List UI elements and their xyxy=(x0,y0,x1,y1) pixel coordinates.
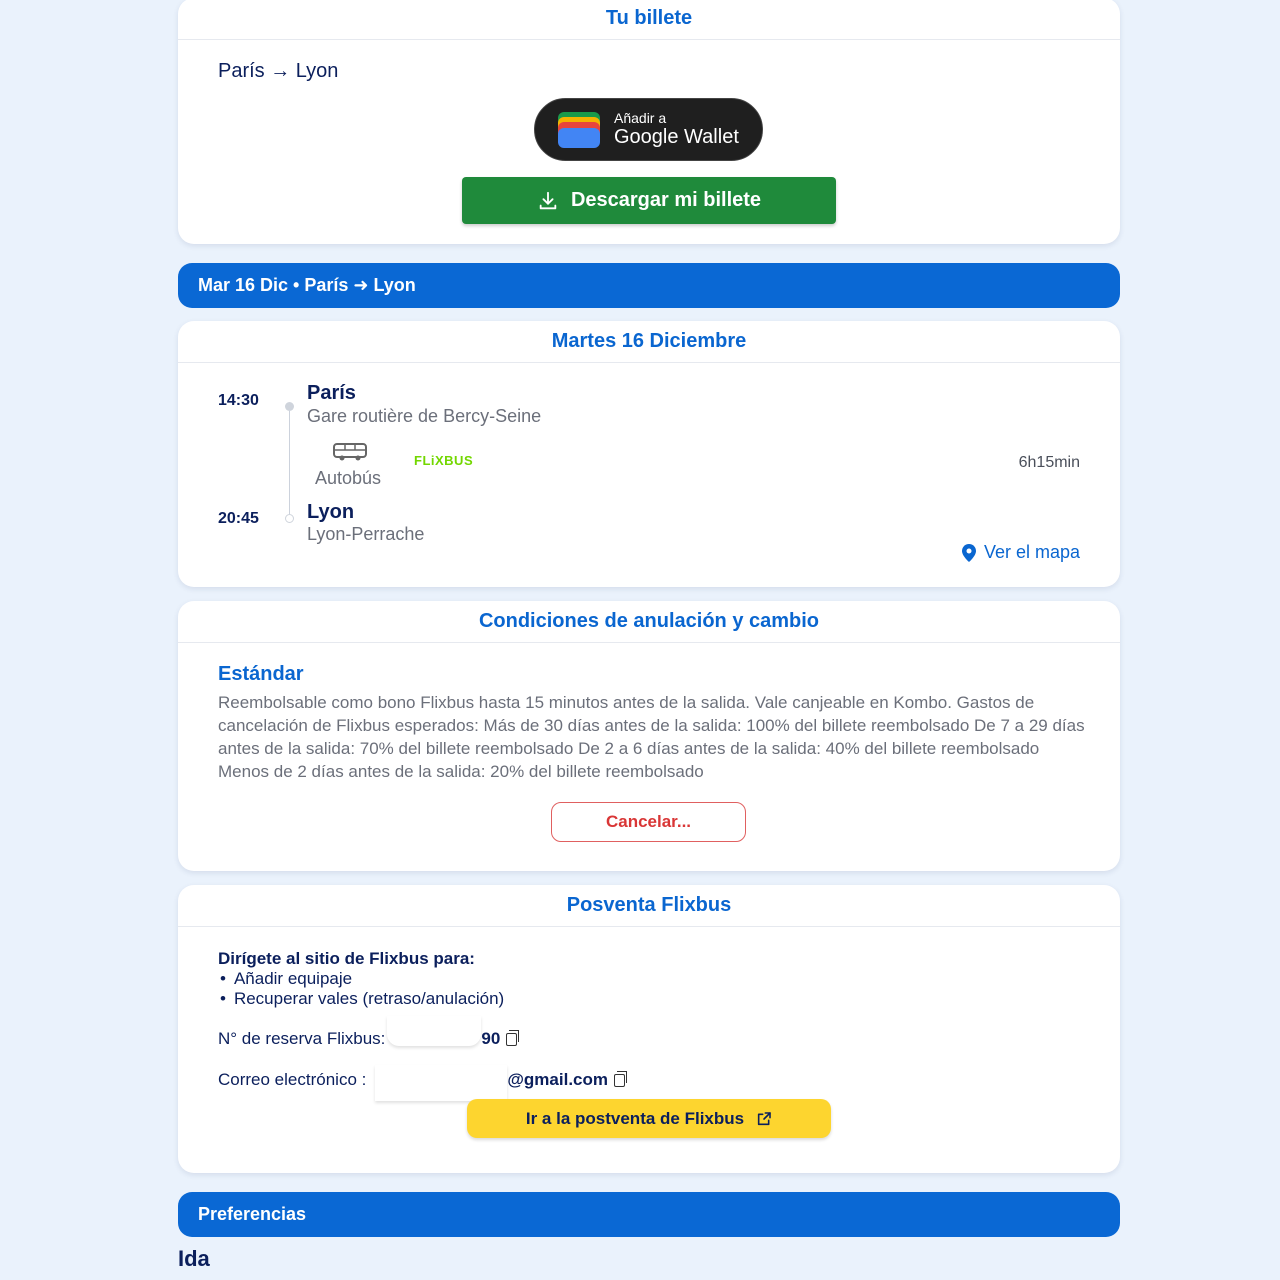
conditions-card xyxy=(178,601,1120,871)
arrival-city: Lyon xyxy=(307,501,355,523)
journey-card xyxy=(178,321,1120,587)
arrival-dot xyxy=(285,514,294,523)
bus-icon xyxy=(333,442,367,462)
flixbus-logo: FLiXBUS xyxy=(414,453,474,468)
departure-time: 14:30 xyxy=(218,392,259,409)
view-map-link[interactable] xyxy=(962,542,1080,563)
departure-station: Gare routière de Bercy-Seine xyxy=(307,406,542,426)
fare-conditions: Reembolsable como bono Flixbus hasta 15 minutos antes de la salida. Vale canjeable en Kombo. Gastos de cancelación de Flixbus esperados: Más de 30 días antes de la salida: 100% del billete reembolsado De 7 a 29 días antes de la salida: 70% del billete reembolsado De 2 a 6 días antes de la salida: 40% del billete reembolsado Menos de 2 días antes de la salida: 20% del billete reembolsado xyxy=(218,693,1085,781)
email-value: @gmail.com xyxy=(507,1070,608,1089)
list-item: • Recuperar vales (retraso/anulación) xyxy=(236,989,504,1009)
aftersales-intro: Dirígete al sitio de Flixbus para: xyxy=(218,949,475,968)
wallet-line2: Google Wallet xyxy=(614,126,739,149)
trip-banner: Mar 16 Dic • París ➜ Lyon xyxy=(178,263,1120,308)
aftersales-header: Posventa Flixbus xyxy=(178,885,1120,927)
booking-number-value: 90 xyxy=(481,1029,501,1048)
redacted-block xyxy=(387,1016,481,1046)
wallet-line1: Añadir a xyxy=(614,109,667,126)
download-icon xyxy=(537,190,559,212)
preferences-banner: Preferencias xyxy=(178,1192,1120,1237)
view-map-label: Ver el mapa xyxy=(983,542,1080,562)
email-row xyxy=(218,1059,625,1101)
arrival-time: 20:45 xyxy=(218,510,259,527)
aftersales-card xyxy=(178,885,1120,1173)
cancel-button[interactable]: Cancelar... xyxy=(551,802,746,842)
download-ticket-button[interactable] xyxy=(462,177,836,224)
departure-dot xyxy=(285,402,294,411)
journey-header: Martes 16 Diciembre xyxy=(178,321,1120,363)
aftersales-list xyxy=(233,969,505,1009)
flixbus-aftersales-button[interactable] xyxy=(467,1099,831,1138)
departure-city: París xyxy=(307,382,356,404)
trip-duration: 6h15min xyxy=(1018,454,1080,471)
route-line xyxy=(289,411,290,515)
redacted-block xyxy=(375,1065,507,1101)
booking-number-row xyxy=(218,1029,517,1049)
flixbus-aftersales-label: Ir a la postventa de Flixbus xyxy=(525,1108,745,1128)
ticket-header: Tu billete xyxy=(178,0,1120,40)
conditions-header: Condiciones de anulación y cambio xyxy=(178,601,1120,643)
email-label: Correo electrónico : xyxy=(218,1070,367,1089)
ticket-route: París → Lyon xyxy=(218,60,339,82)
download-label: Descargar mi billete xyxy=(570,189,762,211)
add-to-google-wallet-button[interactable] xyxy=(534,98,763,161)
arrival-station: Lyon-Perrache xyxy=(307,524,425,544)
booking-number-label: N° de reserva Flixbus: xyxy=(218,1029,386,1048)
external-link-icon xyxy=(756,1111,772,1127)
ticket-card xyxy=(178,0,1120,244)
map-pin-icon xyxy=(962,544,976,562)
ida-heading: Ida xyxy=(178,1246,210,1271)
transport-mode: Autobús xyxy=(315,468,382,488)
list-item: • Añadir equipaje xyxy=(236,969,504,989)
copy-booking-icon[interactable] xyxy=(506,1033,517,1046)
google-wallet-icon xyxy=(558,112,600,148)
fare-name: Estándar xyxy=(218,663,304,685)
copy-email-icon[interactable] xyxy=(614,1074,625,1087)
